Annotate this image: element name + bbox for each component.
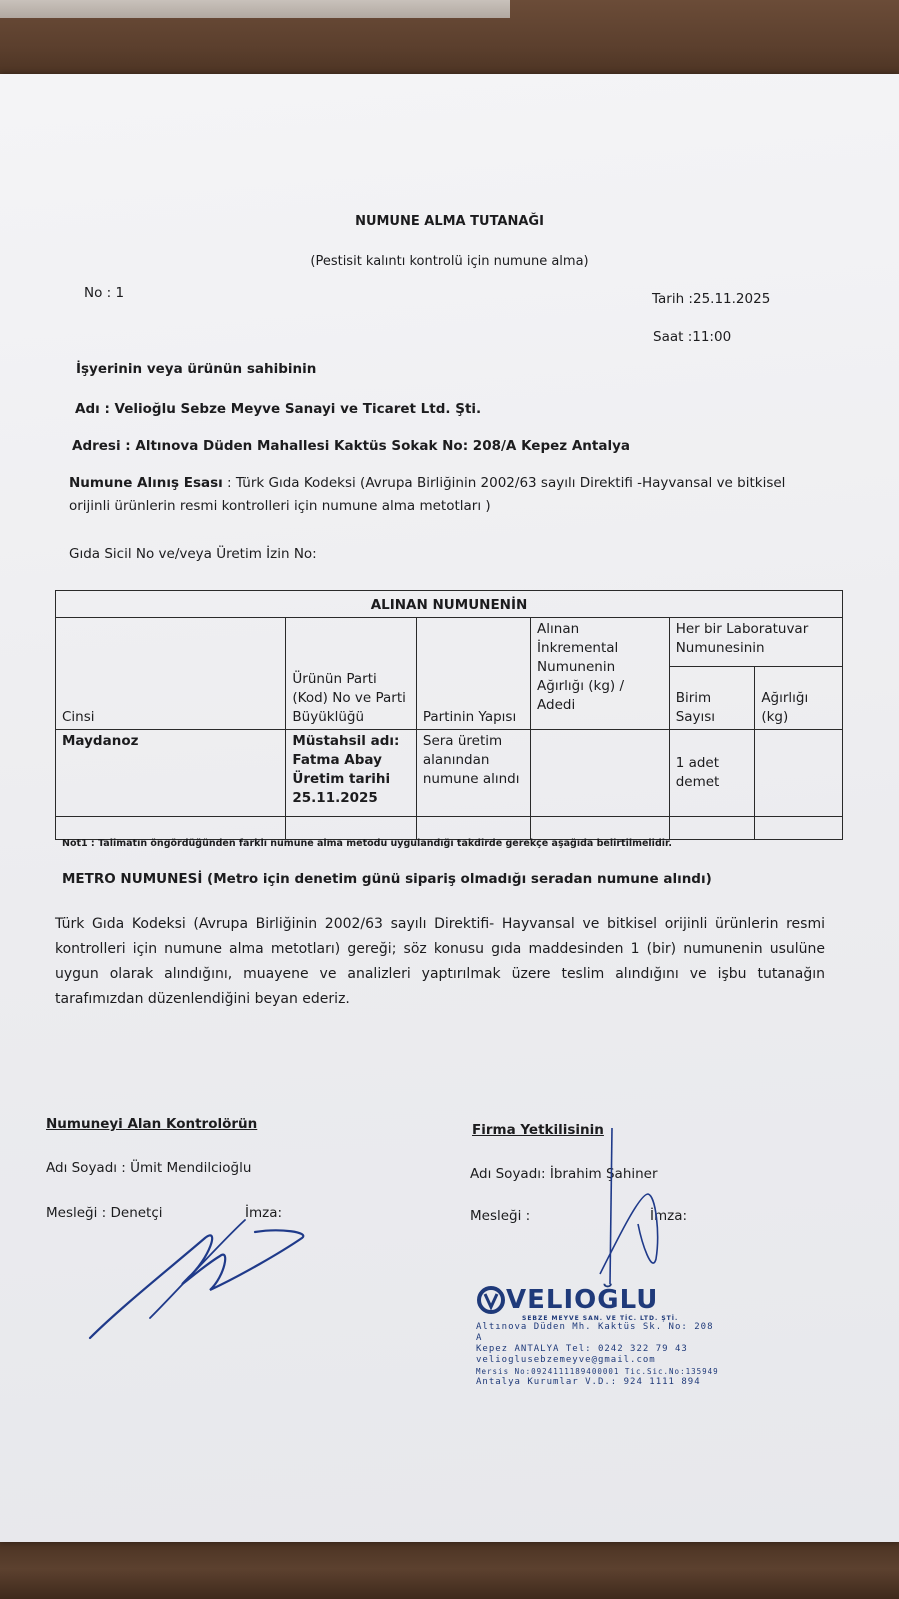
document-page [0, 74, 899, 1542]
empty-cell [669, 817, 755, 840]
desk-background-bottom [0, 1539, 899, 1599]
sampling-basis [69, 472, 789, 518]
document-time: Saat :11:00 [653, 329, 732, 345]
company-sign-label: İmza: [650, 1208, 688, 1224]
company-job: Mesleği : [470, 1208, 531, 1224]
declaration-text: Türk Gıda Kodeksi (Avrupa Birliğinin 2002/63 sayılı Direktifi- Hayvansal ve bitkisel orijinli ürünlerin resmi kontrolleri için numune alma metotları) gereği; söz konusu gıda maddesinden 1 (bir) numunenin usulüne uygun olarak alındığını, muayene ve analizleri yaptırılmak üzere teslim alındığını ve işbu tutanağın tarafımızdan düzenlendiğini beyan ederiz. [55, 916, 825, 1007]
sampling-basis-label: Numune Alınış Esası [69, 475, 223, 491]
header-birim: Birim Sayısı [669, 667, 755, 730]
cell-parti-line: Üretim tarihi [292, 771, 391, 787]
metro-heading: METRO NUMUNESİ (Metro için denetim günü sipariş olmadığı seradan numune alındı) [62, 871, 712, 887]
cell-parti [286, 730, 416, 817]
stamp-line: Kepez ANTALYA Tel: 0242 322 79 43 [476, 1344, 688, 1354]
stamp-line: Antalya Kurumlar V.D.: 924 1111 894 [476, 1377, 701, 1387]
stamp-logo-icon [476, 1285, 506, 1315]
empty-cell [531, 817, 670, 840]
cell-parti-line: Fatma Abay [292, 752, 382, 768]
company-heading: Firma Yetkilisinin [472, 1122, 604, 1138]
owner-address: Adresi : Altınova Düden Mahallesi Kaktüs Sokak No: 208/A Kepez Antalya [72, 438, 630, 454]
header-agirlik: Ağırlığı (kg) [755, 667, 843, 730]
header-cinsi: Cinsi [56, 618, 286, 730]
header-yapi: Partinin Yapısı [416, 618, 530, 730]
document-date: Tarih :25.11.2025 [652, 291, 771, 307]
cell-inkremental [531, 730, 670, 817]
header-inkremental: Alınan İnkremental Numunenin Ağırlığı (kg) / Adedi [531, 618, 670, 730]
controller-job: Mesleği : Denetçi [46, 1205, 163, 1221]
cell-agirlik [755, 730, 843, 817]
stamp-line: veliogl​usebzemeyve@gmail.com [476, 1355, 656, 1365]
cell-parti-line: 25.11.2025 [292, 790, 378, 806]
company-name: Adı Soyadı: İbrahim Şahiner [470, 1166, 658, 1182]
header-parti: Ürünün Parti (Kod) No ve Parti Büyüklüğü [286, 618, 416, 730]
owner-name: Adı : Velioğlu Sebze Meyve Sanayi ve Ticaret Ltd. Şti. [75, 401, 482, 417]
empty-cell [56, 817, 286, 840]
controller-name: Adı Soyadı : Ümit Mendilcioğlu [46, 1160, 252, 1176]
tape-strip [0, 0, 510, 18]
table-note: Not1 : Talimatın öngördüğünden farklı numune alma metodu uygulandığı takdirde gerekçe aşağıda belirtilmelidir. [62, 838, 672, 849]
stamp-company-name: VELIOĞLU [506, 1285, 659, 1315]
table-heading: ALINAN NUMUNENİN [56, 591, 843, 618]
company-signature [590, 1124, 680, 1304]
empty-cell [286, 817, 416, 840]
header-laboratuvar: Her bir Laboratuvar Numunesinin [669, 618, 842, 667]
stamp-line: Altınova Düden Mh. Kaktüs Sk. No: 208 A [476, 1322, 714, 1343]
controller-sign-label: İmza: [245, 1205, 283, 1221]
document-title: NUMUNE ALMA TUTANAĞI [355, 214, 544, 229]
table-row [56, 730, 843, 817]
document-number: No : 1 [84, 285, 125, 301]
owner-heading: İşyerinin veya ürünün sahibinin [76, 361, 317, 377]
controller-signature [80, 1198, 320, 1348]
stamp-subtitle: SEBZE MEYVE SAN. VE TİC. LTD. ŞTİ. [522, 1315, 679, 1322]
samples-table [55, 590, 843, 840]
cell-cinsi: Maydanoz [56, 730, 286, 817]
table-row [56, 817, 843, 840]
sampling-basis-text: : Türk Gıda Kodeksi (Avrupa Birliğinin 2002/63 sayılı Direktifi -Hayvansal ve bitkisel orijinli ürünlerin resmi kontrolleri için numune alma metotları ) [69, 475, 786, 514]
cell-yapi: Sera üretim alanından numune alındı [416, 730, 530, 817]
cell-birim: 1 adet demet [669, 730, 755, 817]
stamp-line: Mersis No:0924111189400001 Tic.Sic.No:135949 [476, 1367, 719, 1376]
empty-cell [416, 817, 530, 840]
registry-line: Gıda Sicil No ve/veya Üretim İzin No: [69, 546, 317, 562]
document-subtitle: (Pestisit kalıntı kontrolü için numune alma) [310, 254, 589, 269]
empty-cell [755, 817, 843, 840]
controller-heading: Numuneyi Alan Kontrolörün [46, 1116, 258, 1132]
cell-parti-line: Müstahsil adı: [292, 733, 400, 749]
company-stamp [476, 1285, 726, 1388]
